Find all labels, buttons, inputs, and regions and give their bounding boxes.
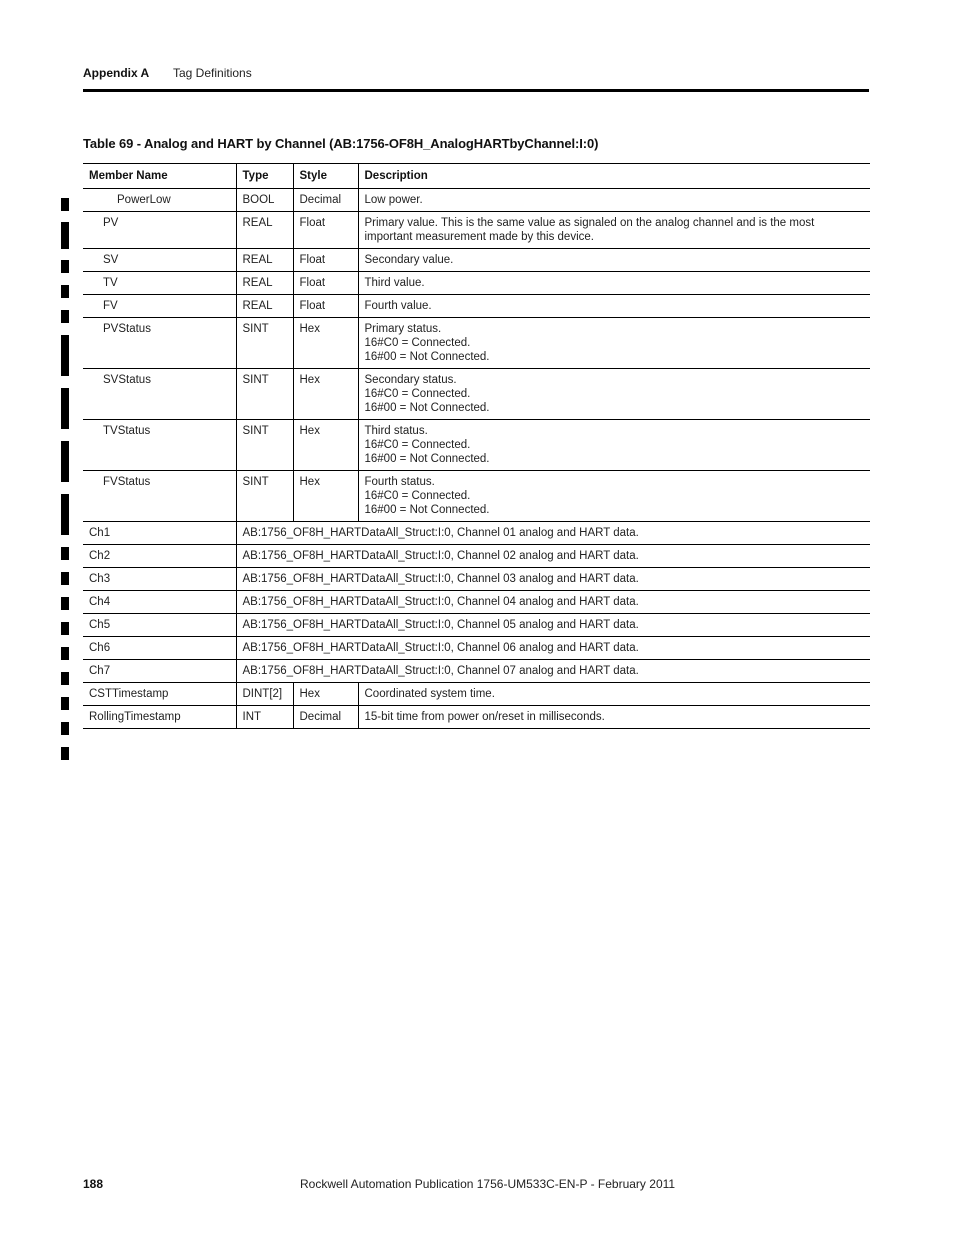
- publication-info: Rockwell Automation Publication 1756-UM533C-EN-P - February 2011: [300, 1177, 676, 1191]
- description-cell: [358, 420, 870, 471]
- description-line: Third value.: [364, 277, 425, 289]
- description-cell: [358, 369, 870, 420]
- channel-description-cell: AB:1756_OF8H_HARTDataAll_Struct:I:0, Channel 03 analog and HART data.: [236, 568, 870, 591]
- description-line: 16#C0 = Connected.: [364, 490, 471, 502]
- description-cell: [358, 249, 870, 272]
- change-bar: [61, 747, 69, 760]
- description-cell: [358, 272, 870, 295]
- table-row: [83, 683, 870, 706]
- member-name-cell: TV: [83, 272, 236, 295]
- change-bar: [61, 388, 69, 429]
- type-cell: REAL: [236, 249, 293, 272]
- table-row: [83, 420, 870, 471]
- member-name-cell: Ch6: [83, 637, 236, 660]
- description-cell: [358, 318, 870, 369]
- change-bar: [61, 260, 69, 273]
- section-title: Tag Definitions: [173, 66, 252, 80]
- style-cell: Float: [293, 295, 358, 318]
- table-row: [83, 212, 870, 249]
- description-cell: [358, 683, 870, 706]
- table-row: [83, 637, 870, 660]
- style-cell: Hex: [293, 683, 358, 706]
- type-cell: SINT: [236, 471, 293, 522]
- description-line: 15-bit time from power on/reset in milliseconds.: [364, 711, 605, 723]
- change-bar: [61, 198, 69, 211]
- channel-description-cell: AB:1756_OF8H_HARTDataAll_Struct:I:0, Channel 05 analog and HART data.: [236, 614, 870, 637]
- table-title: Table 69 - Analog and HART by Channel (AB:1756-OF8H_AnalogHARTbyChannel:I:0): [83, 136, 599, 151]
- table-body: [83, 189, 870, 729]
- channel-description-cell: AB:1756_OF8H_HARTDataAll_Struct:I:0, Channel 04 analog and HART data.: [236, 591, 870, 614]
- change-bar: [61, 722, 69, 735]
- description-line: Coordinated system time.: [364, 688, 495, 700]
- description-cell: [358, 212, 870, 249]
- style-cell: Float: [293, 212, 358, 249]
- member-name-cell: PowerLow: [83, 189, 236, 212]
- table-row: [83, 295, 870, 318]
- header-rule: [83, 89, 869, 92]
- description-line: 16#C0 = Connected.: [364, 388, 471, 400]
- type-cell: DINT[2]: [236, 683, 293, 706]
- change-bar: [61, 285, 69, 298]
- table-row: [83, 522, 870, 545]
- member-name-cell: Ch7: [83, 660, 236, 683]
- member-name-cell: SVStatus: [83, 369, 236, 420]
- style-cell: Float: [293, 272, 358, 295]
- type-cell: REAL: [236, 295, 293, 318]
- running-header: [83, 66, 869, 88]
- channel-description-cell: AB:1756_OF8H_HARTDataAll_Struct:I:0, Channel 01 analog and HART data.: [236, 522, 870, 545]
- change-bar: [61, 597, 69, 610]
- change-bar: [61, 494, 69, 535]
- change-bar: [61, 547, 69, 560]
- type-cell: REAL: [236, 272, 293, 295]
- column-header-description: Description: [358, 164, 870, 189]
- style-cell: Hex: [293, 471, 358, 522]
- table-row: [83, 318, 870, 369]
- table-row: [83, 189, 870, 212]
- description-line: Secondary status.: [364, 374, 457, 386]
- change-bar: [61, 672, 69, 685]
- description-line: Fourth status.: [364, 476, 435, 488]
- channel-description-cell: AB:1756_OF8H_HARTDataAll_Struct:I:0, Channel 02 analog and HART data.: [236, 545, 870, 568]
- change-bar: [61, 572, 69, 585]
- table-row: [83, 568, 870, 591]
- type-cell: INT: [236, 706, 293, 729]
- column-header-member-name: Member Name: [83, 164, 236, 189]
- type-cell: REAL: [236, 212, 293, 249]
- type-cell: BOOL: [236, 189, 293, 212]
- type-cell: SINT: [236, 420, 293, 471]
- style-cell: Float: [293, 249, 358, 272]
- member-name-cell: SV: [83, 249, 236, 272]
- change-bar: [61, 622, 69, 635]
- table-header-row: [83, 164, 870, 189]
- table-row: [83, 660, 870, 683]
- table-row: [83, 471, 870, 522]
- page-number: 188: [83, 1177, 104, 1191]
- description-line: Low power.: [364, 194, 423, 206]
- member-name-cell: PV: [83, 212, 236, 249]
- description-line: 16#00 = Not Connected.: [364, 453, 490, 465]
- table-row: [83, 591, 870, 614]
- member-name-cell: CSTTimestamp: [83, 683, 236, 706]
- description-line: 16#C0 = Connected.: [364, 337, 471, 349]
- description-line: Primary value. This is the same value as signaled on the analog channel and is the most important measurement made by this device.: [364, 217, 815, 243]
- table-row: [83, 545, 870, 568]
- description-cell: [358, 189, 870, 212]
- tag-definition-table: [83, 163, 870, 729]
- member-name-cell: FV: [83, 295, 236, 318]
- table-row: [83, 249, 870, 272]
- change-bar: [61, 335, 69, 376]
- description-line: Third status.: [364, 425, 428, 437]
- table-row: [83, 706, 870, 729]
- description-line: Secondary value.: [364, 254, 454, 266]
- table-row: [83, 369, 870, 420]
- style-cell: Hex: [293, 369, 358, 420]
- member-name-cell: PVStatus: [83, 318, 236, 369]
- channel-description-cell: AB:1756_OF8H_HARTDataAll_Struct:I:0, Channel 07 analog and HART data.: [236, 660, 870, 683]
- channel-description-cell: AB:1756_OF8H_HARTDataAll_Struct:I:0, Channel 06 analog and HART data.: [236, 637, 870, 660]
- style-cell: Decimal: [293, 189, 358, 212]
- member-name-cell: Ch5: [83, 614, 236, 637]
- type-cell: SINT: [236, 318, 293, 369]
- description-cell: [358, 295, 870, 318]
- change-bar: [61, 647, 69, 660]
- description-line: Fourth value.: [364, 300, 432, 312]
- change-bar: [61, 441, 69, 482]
- style-cell: Hex: [293, 420, 358, 471]
- member-name-cell: RollingTimestamp: [83, 706, 236, 729]
- style-cell: Decimal: [293, 706, 358, 729]
- description-cell: [358, 706, 870, 729]
- change-bar: [61, 310, 69, 323]
- table-row: [83, 272, 870, 295]
- member-name-cell: Ch2: [83, 545, 236, 568]
- type-cell: SINT: [236, 369, 293, 420]
- description-line: 16#C0 = Connected.: [364, 439, 471, 451]
- column-header-style: Style: [293, 164, 358, 189]
- member-name-cell: Ch4: [83, 591, 236, 614]
- description-line: 16#00 = Not Connected.: [364, 504, 490, 516]
- change-bar: [61, 697, 69, 710]
- member-name-cell: Ch3: [83, 568, 236, 591]
- description-line: 16#00 = Not Connected.: [364, 402, 490, 414]
- appendix-label: Appendix A: [83, 66, 150, 80]
- member-name-cell: Ch1: [83, 522, 236, 545]
- change-bar: [61, 222, 69, 249]
- member-name-cell: FVStatus: [83, 471, 236, 522]
- description-line: Primary status.: [364, 323, 442, 335]
- description-cell: [358, 471, 870, 522]
- table-row: [83, 614, 870, 637]
- column-header-type: Type: [236, 164, 293, 189]
- member-name-cell: TVStatus: [83, 420, 236, 471]
- style-cell: Hex: [293, 318, 358, 369]
- description-line: 16#00 = Not Connected.: [364, 351, 490, 363]
